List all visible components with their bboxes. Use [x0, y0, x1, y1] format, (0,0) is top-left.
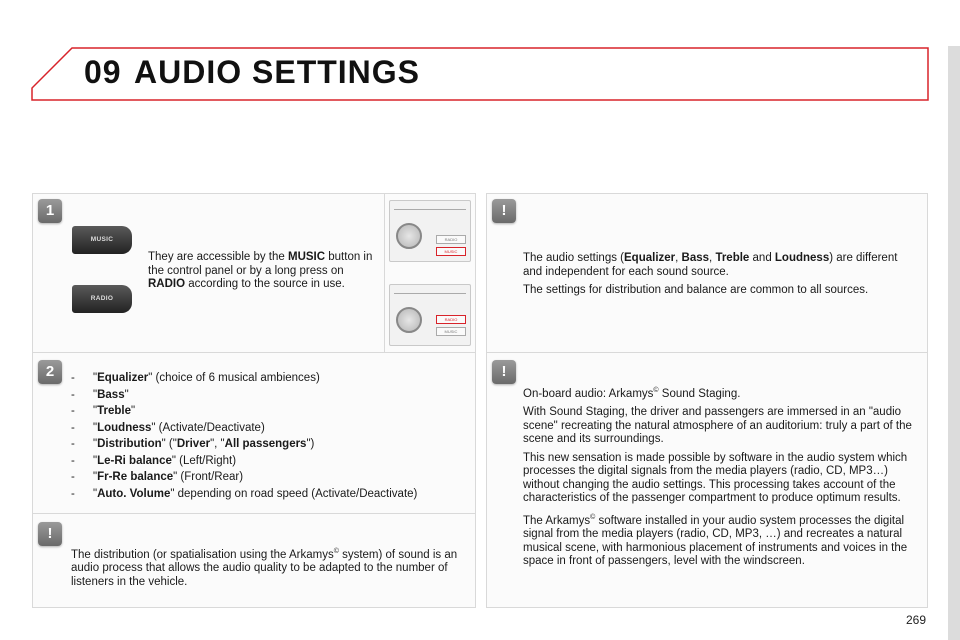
page-title: AUDIO SETTINGS [134, 54, 421, 90]
text-bold: Treble [715, 252, 750, 264]
page-header [0, 0, 960, 110]
text-run: , [709, 252, 716, 264]
list-item [71, 403, 471, 420]
section1-text-b: button in the control panel or by a long press on [148, 251, 373, 277]
text-run: , [675, 252, 682, 264]
text-run: The Arkamys [523, 514, 591, 527]
text-run: Sound Staging. [658, 387, 741, 400]
list-dash: - [71, 405, 75, 417]
list-item [71, 420, 471, 437]
right-top-text [523, 252, 918, 303]
setting-name: Equalizer [97, 372, 149, 384]
right-bottom-paragraph-3: This new sensation is made possible by software in the audio system which processes the digital signals from the media players (radio, CD, MP3…) without changing the audio settings. This processing takes account of the characteristics of the passenger compartment to produce optimum results. [523, 451, 908, 505]
text-run: The audio settings ( [523, 252, 625, 264]
section1-radio-bold: RADIO [148, 278, 186, 290]
quote: " [93, 454, 98, 467]
setting-name: Bass [97, 388, 125, 401]
quote: " [93, 372, 98, 384]
list-item [71, 486, 471, 503]
setting-desc: " [124, 388, 129, 401]
page-number: 269 [906, 613, 927, 627]
setting-desc: " depending on road speed (Activate/Deactivate) [170, 487, 418, 500]
right-bottom-paragraph-2: With Sound Staging, the driver and passengers are immersed in an "audio scene" recreating the natural atmosphere of an auditorium: truly a part of the scene and its surroundings. [523, 406, 912, 446]
section1-text-c: according to the source in use. [185, 278, 345, 290]
volume-knob-icon [396, 223, 422, 249]
text-run: On-board audio: Arkamys [523, 387, 654, 400]
section1-text-a: They are accessible by the [148, 251, 288, 263]
text-run: ) are different and independent for each sound source. [523, 252, 898, 278]
section3-text [71, 545, 471, 589]
list-dash: - [71, 388, 75, 401]
setting-desc: " (Activate/Deactivate) [151, 421, 265, 434]
copyright-sup: © [590, 513, 596, 521]
list-item [71, 469, 471, 486]
copyright-sup: © [653, 387, 659, 394]
right-top-paragraph-1 [523, 252, 918, 279]
chapter-number: 09 [84, 54, 122, 90]
section3-text-a: The distribution (or spatialisation using the Arkamys [71, 548, 334, 561]
setting-name: Le-Ri balance [97, 454, 172, 467]
setting-name: Fr-Re balance [97, 471, 174, 483]
console-key-music-highlighted: MUSIC [436, 247, 466, 256]
list-dash: - [71, 372, 75, 384]
list-item [71, 387, 471, 404]
right-top-paragraph-2: The settings for distribution and balance are common to all sources. [523, 284, 869, 296]
radio-button-image: RADIO [72, 285, 132, 313]
right-bottom-text [523, 384, 921, 574]
right-divider [487, 352, 927, 353]
list-dash: - [71, 438, 75, 450]
quote: " [93, 421, 98, 434]
list-dash: - [71, 471, 75, 483]
list-dash: - [71, 421, 75, 434]
setting-desc: ") [306, 438, 315, 450]
text-bold: Bass [681, 252, 710, 264]
section1-text [148, 251, 383, 292]
warning-badge: ! [38, 522, 62, 546]
setting-desc: " [130, 405, 136, 417]
setting-desc: " (" [161, 438, 177, 450]
section3-text-b: system) of sound is an audio process that allows the audio quality to be adapted to the number of listeners in the vehicle. [71, 548, 458, 588]
list-dash: - [71, 454, 75, 467]
list-item [71, 370, 471, 387]
text-run: software installed in your audio system processes the digital signal from the media players (radio, CD, MP3, …) and recreates a natural musical scene, with harmonious placement of instruments and voices in the space in front of passengers, level with the windscreen. [523, 514, 908, 568]
control-panel-illustrations [384, 194, 474, 352]
console-line [394, 293, 466, 294]
list-item [71, 453, 471, 470]
console-key-music: MUSIC [436, 327, 466, 336]
setting-option: All passengers [224, 438, 307, 450]
list-dash: - [71, 487, 75, 500]
left-divider-2 [33, 513, 475, 514]
control-panel-radio-illustration [389, 284, 471, 346]
volume-knob-icon [396, 307, 422, 333]
console-key-radio-highlighted: RADIO [436, 315, 466, 324]
text-bold: Equalizer [624, 252, 676, 264]
setting-desc: " (choice of 6 musical ambiences) [148, 372, 320, 384]
copyright-sup: © [333, 548, 339, 555]
step-badge-1: 1 [38, 199, 62, 223]
setting-desc: " (Left/Right) [171, 454, 237, 467]
right-margin-bar [948, 46, 960, 640]
warning-badge: ! [492, 199, 516, 223]
text-bold: Loudness [774, 252, 830, 264]
console-line [394, 209, 466, 210]
setting-option: Driver [176, 438, 211, 450]
quote: " [93, 471, 98, 483]
right-bottom-paragraph-1 [523, 384, 921, 401]
section1-music-bold: MUSIC [288, 251, 326, 263]
setting-name: Distribution [97, 438, 162, 450]
control-panel-music-illustration [389, 200, 471, 262]
setting-desc: ", " [210, 438, 225, 450]
quote: " [93, 405, 98, 417]
step-badge-2: 2 [38, 360, 62, 384]
setting-name: Auto. Volume [97, 487, 171, 500]
setting-desc: " (Front/Rear) [173, 471, 244, 483]
text-run: and [749, 252, 775, 264]
list-item [71, 436, 471, 453]
warning-badge: ! [492, 360, 516, 384]
quote: " [93, 388, 98, 401]
setting-name: Treble [97, 405, 131, 417]
quote: " [93, 438, 98, 450]
left-divider-1 [33, 352, 475, 353]
setting-name: Loudness [97, 421, 152, 434]
music-button-image: MUSIC [72, 226, 132, 254]
quote: " [93, 487, 98, 500]
console-key-radio: RADIO [436, 235, 466, 244]
right-bottom-paragraph-4 [523, 511, 921, 569]
audio-settings-list [71, 370, 471, 502]
